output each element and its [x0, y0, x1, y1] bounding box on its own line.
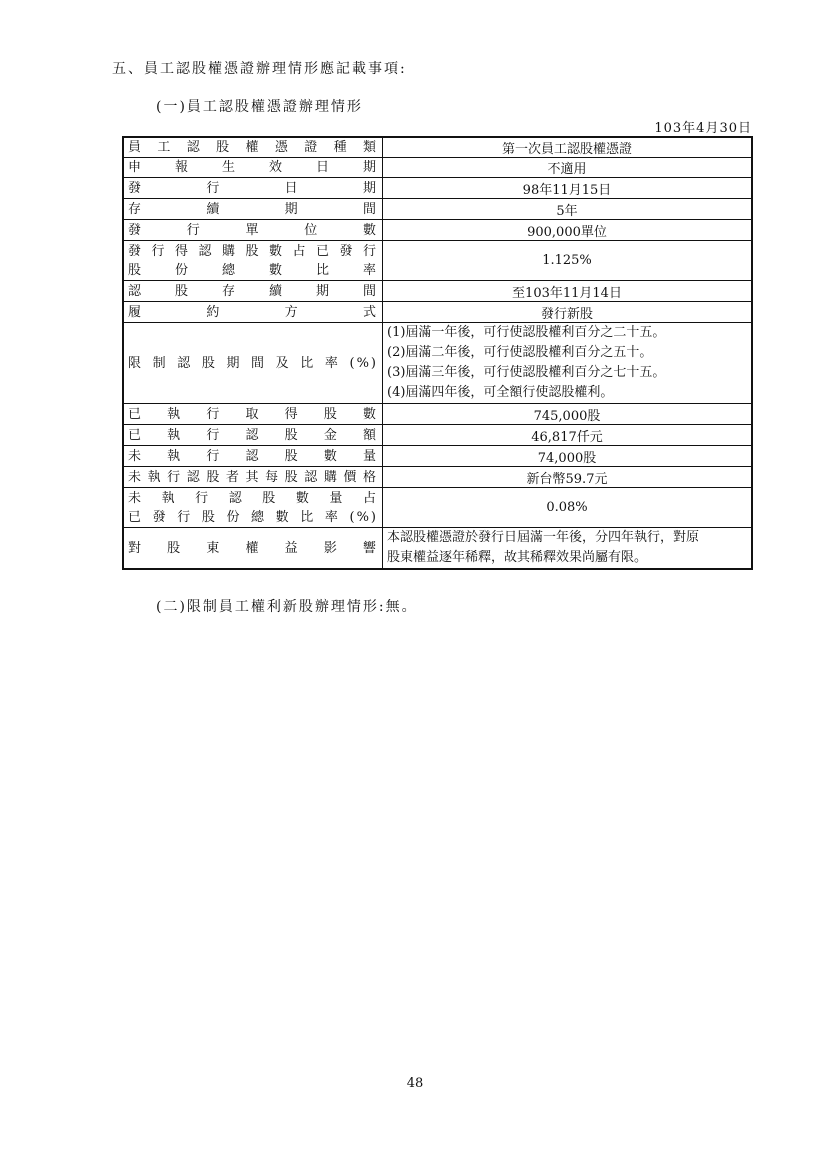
- table-row: [123, 323, 752, 404]
- table-header-row: [123, 137, 752, 158]
- row-value: 98年11月15日: [383, 178, 753, 199]
- header-value: 第一次員工認股權憑證: [383, 137, 753, 158]
- table-row: [123, 281, 752, 302]
- row-value-multiline: [383, 528, 753, 570]
- table-row: [123, 158, 752, 178]
- row-value: 745,000股: [383, 404, 753, 425]
- row-label-line: 未執行認股數量占: [128, 490, 378, 506]
- row-label: 申報生效日期: [128, 160, 378, 175]
- row-value-line: (2)屆滿二年後，可行使認股權利百分之五十。: [387, 345, 653, 360]
- table-row: [123, 178, 752, 199]
- table-row: [123, 241, 752, 281]
- row-value: 1.125%: [383, 241, 753, 281]
- row-label-line: 已發行股份總數比率(%): [128, 509, 378, 525]
- table-row: [123, 220, 752, 241]
- row-label: 發行單位數: [128, 222, 378, 238]
- as-of-date: 103年4月30日: [654, 121, 752, 136]
- row-label: 限制認股期間及比率(%): [128, 355, 378, 371]
- row-value-multiline: [383, 323, 753, 404]
- row-value: 新台幣59.7元: [383, 467, 753, 488]
- table-row: [123, 199, 752, 220]
- subsection-title-2: (二)限制員工權利新股辦理情形:無。: [156, 599, 418, 615]
- warrant-table: [122, 136, 753, 570]
- row-label: 已執行認股金額: [128, 427, 378, 443]
- table-row: [123, 528, 752, 570]
- row-label: 已執行取得股數: [128, 406, 378, 422]
- row-label: 存續期間: [128, 201, 378, 217]
- row-value-line: (3)屆滿三年後，可行使認股權利百分之七十五。: [387, 365, 666, 380]
- row-value-line: (1)屆滿一年後，可行使認股權利百分之二十五。: [387, 325, 666, 340]
- row-value: 0.08%: [383, 488, 753, 528]
- table-row: [123, 302, 752, 323]
- table-row: [123, 425, 752, 446]
- row-value: 至103年11月14日: [383, 281, 753, 302]
- subsection-title-1: (一)員工認股權憑證辦理情形: [156, 99, 363, 115]
- row-value-line: (4)屆滿四年後，可全額行使認股權利。: [387, 385, 614, 400]
- table-row: [123, 488, 752, 528]
- table-row: [123, 404, 752, 425]
- row-label: 對股東權益影響: [128, 540, 378, 556]
- row-value: 46,817仟元: [383, 425, 753, 446]
- header-label: 員工認股權憑證種類: [128, 140, 378, 155]
- row-label-line: 股份總數比率: [128, 262, 378, 278]
- table-row: [123, 467, 752, 488]
- row-label-line: 發行得認購股數占已發行: [128, 243, 378, 259]
- row-value: 5年: [383, 199, 753, 220]
- row-value: 發行新股: [383, 302, 753, 323]
- row-value-line: 本認股權憑證於發行日屆滿一年後，分四年執行，對原: [387, 530, 700, 545]
- row-value: 不適用: [383, 158, 753, 178]
- table-row: [123, 446, 752, 467]
- row-value: 74,000股: [383, 446, 753, 467]
- row-label: 未執行認股者其每股認購價格: [128, 469, 378, 485]
- row-label: 認股存續期間: [128, 283, 378, 299]
- section-heading: 五、員工認股權憑證辦理情形應記載事項:: [112, 61, 407, 77]
- row-value-line: 股東權益逐年稀釋，故其稀釋效果尚屬有限。: [387, 550, 648, 565]
- row-label: 履約方式: [128, 304, 378, 320]
- row-label: 未執行認股數量: [128, 448, 378, 464]
- row-label: 發行日期: [128, 180, 378, 196]
- page-number: 48: [406, 1076, 424, 1091]
- row-value: 900,000單位: [383, 220, 753, 241]
